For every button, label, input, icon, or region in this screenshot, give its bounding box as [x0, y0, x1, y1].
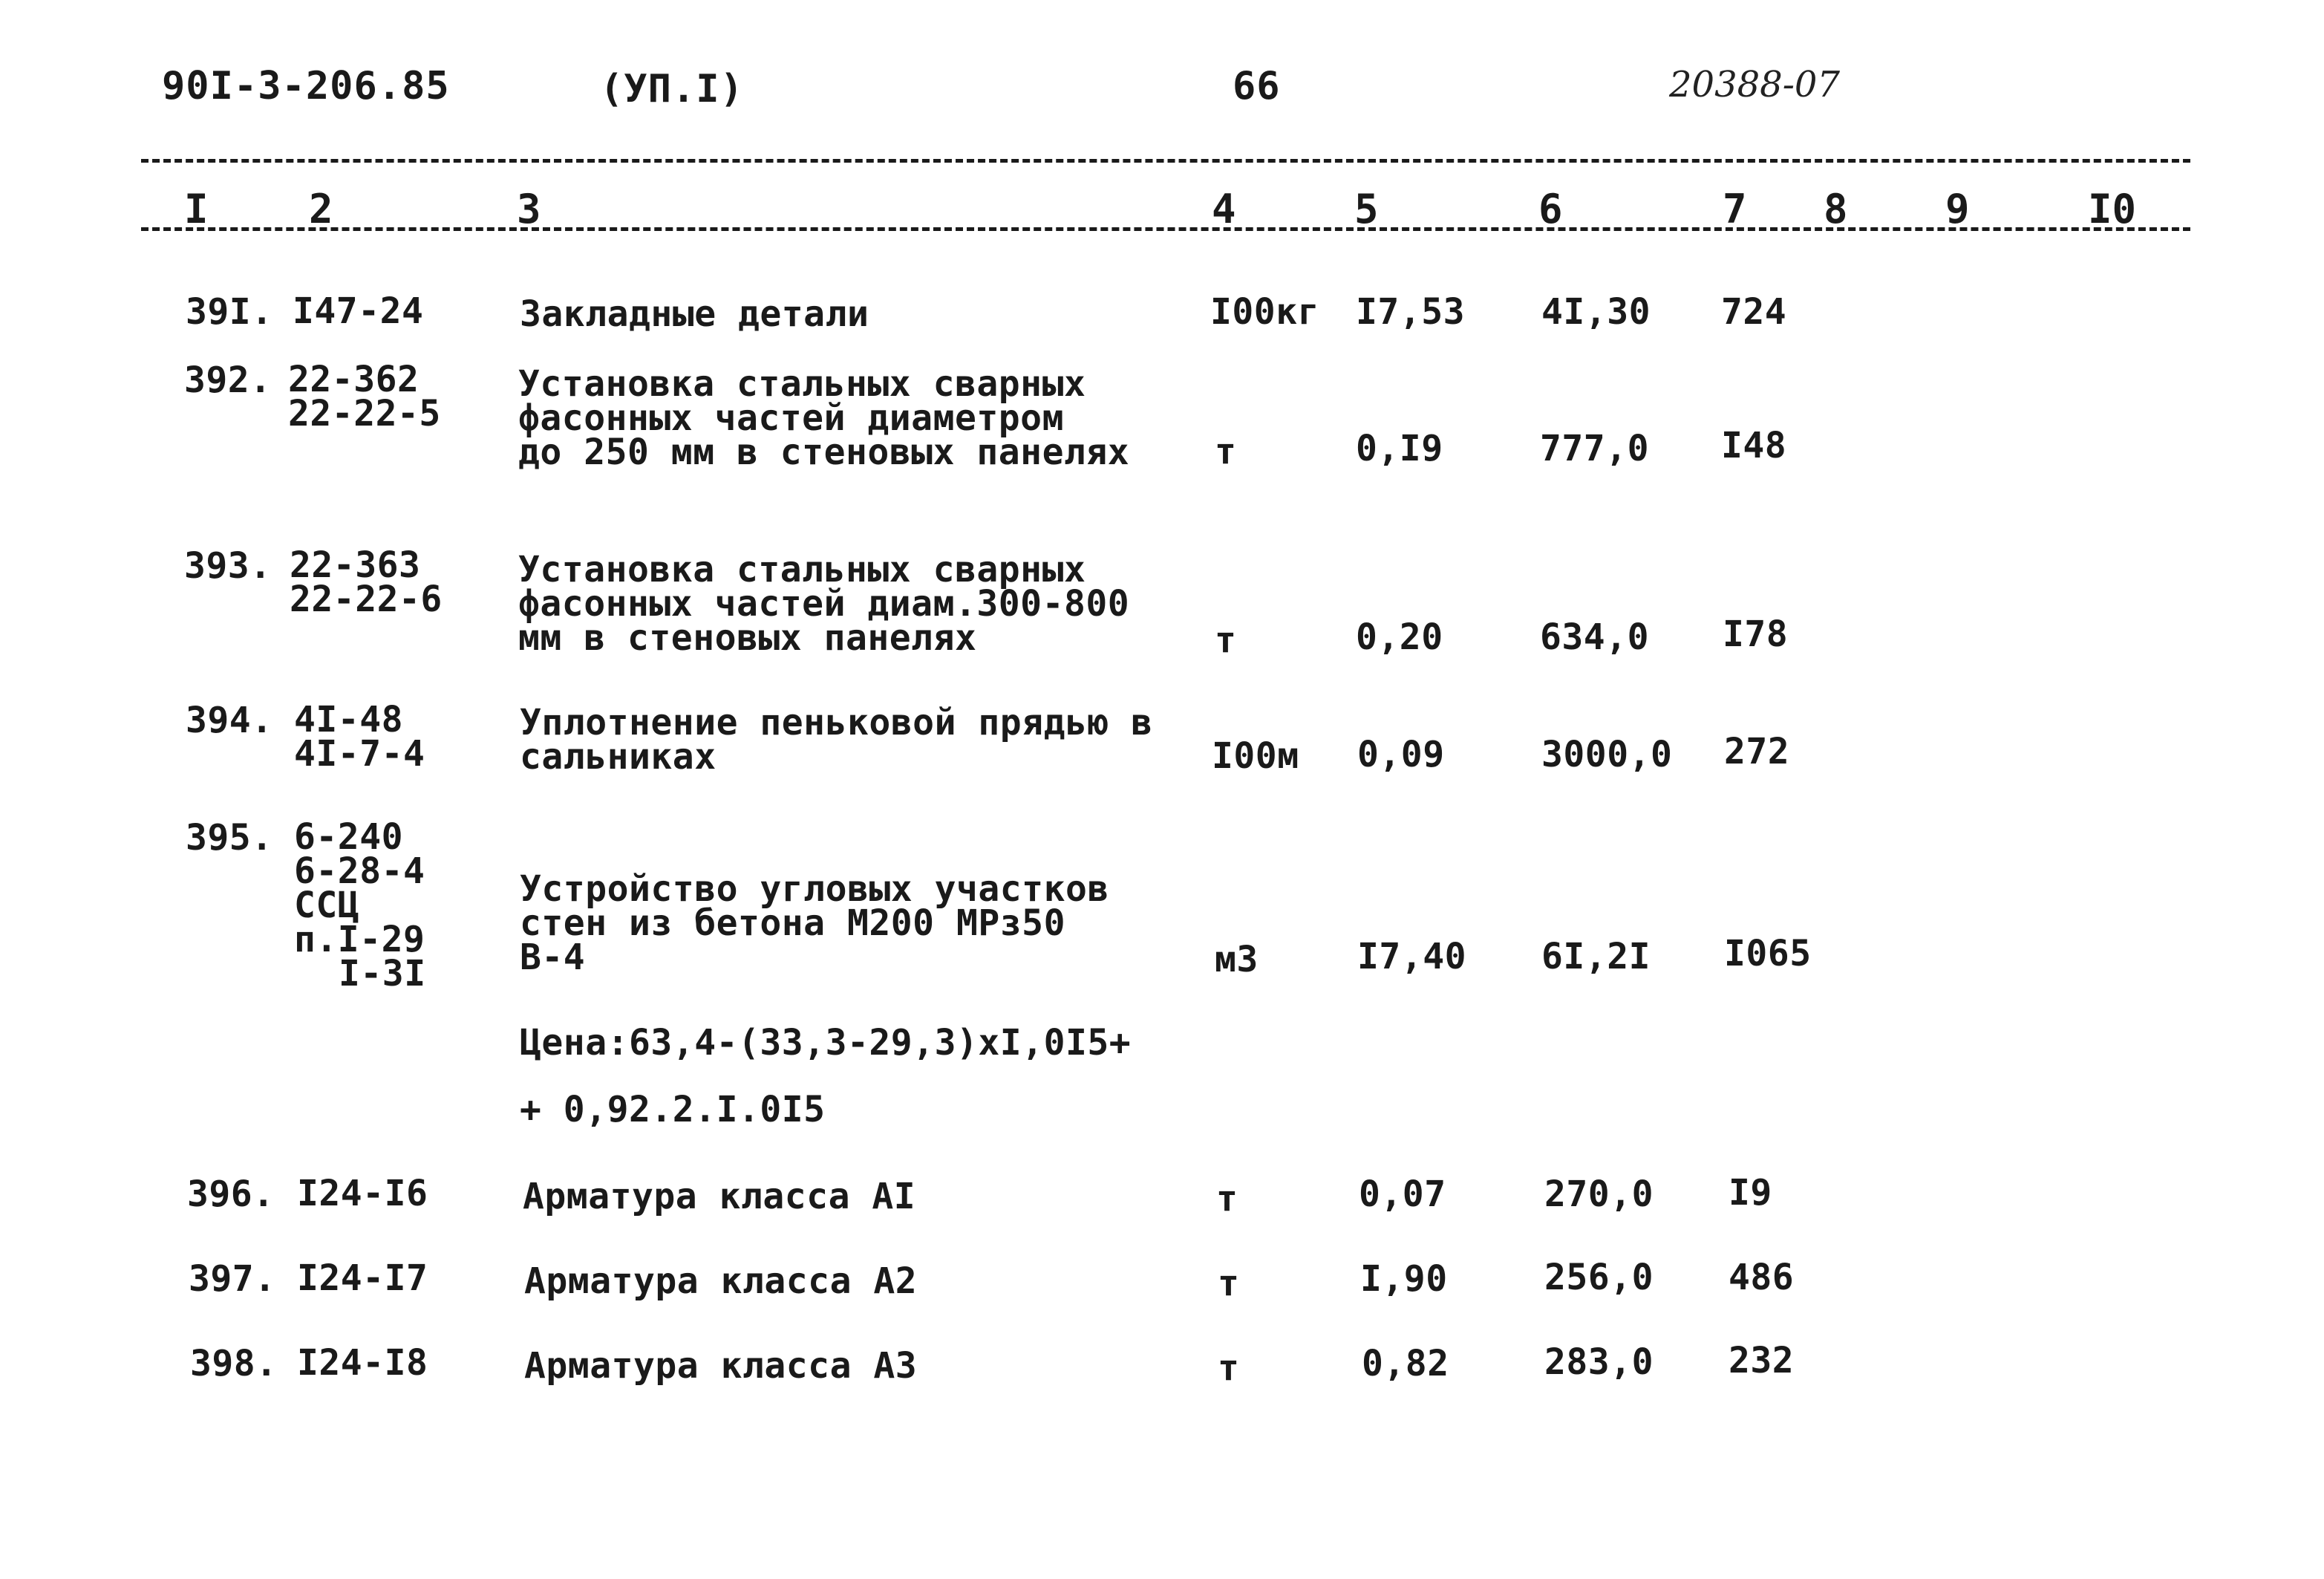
- document-number: 20388-07: [1669, 64, 1840, 105]
- header-rule-top: [141, 159, 2190, 163]
- row-code: 4I-48 4I-7-4: [294, 699, 425, 775]
- column-number-9: 9: [1945, 186, 1970, 232]
- row-description: Уплотнение пеньковой прядью в сальниках: [520, 702, 1153, 778]
- row-number: 397.: [189, 1258, 276, 1300]
- row-total: I065: [1724, 933, 1812, 974]
- row-quantity: I7,53: [1356, 291, 1465, 333]
- row-total: 486: [1729, 1257, 1795, 1298]
- row-code: 22-363 22-22-6: [290, 544, 443, 620]
- row-quantity: 0,09: [1357, 734, 1445, 775]
- row-unit: т: [1218, 1347, 1240, 1389]
- row-number: 392.: [184, 359, 272, 401]
- row-number: 398.: [190, 1343, 278, 1384]
- row-number: 39I.: [186, 291, 273, 333]
- row-description: Установка стальных сварных фасонных частей диаметром до 250 мм в стеновых панелях: [518, 363, 1130, 473]
- column-number-5: 5: [1354, 186, 1379, 232]
- row-unit-price: 283,0: [1544, 1341, 1654, 1383]
- row-description: Арматура класса А2: [524, 1260, 918, 1302]
- row-total: 724: [1721, 291, 1787, 333]
- row-unit-price: 256,0: [1544, 1257, 1654, 1298]
- column-number-8: 8: [1824, 186, 1848, 232]
- row-code: I24-I6: [297, 1173, 428, 1214]
- row-unit: т: [1218, 1263, 1240, 1304]
- document-code: 90I-3-206.85: [162, 64, 450, 108]
- price-formula-line-2: + 0,92.2.I.0I5: [520, 1089, 826, 1130]
- column-number-1: I: [184, 186, 209, 232]
- row-number: 393.: [184, 545, 272, 587]
- row-unit-price: 777,0: [1540, 428, 1649, 469]
- row-code: 6-240 6-28-4 ССЦ п.I-29 I-3I: [294, 816, 426, 994]
- row-total: I9: [1729, 1172, 1772, 1214]
- row-quantity: I,90: [1360, 1258, 1448, 1300]
- row-unit: т: [1215, 431, 1237, 472]
- row-number: 396.: [187, 1173, 275, 1215]
- row-unit: т: [1216, 1178, 1238, 1220]
- row-total: 272: [1724, 731, 1790, 772]
- row-unit: I00м: [1212, 735, 1299, 777]
- row-quantity: 0,I9: [1356, 428, 1443, 469]
- price-formula-line-1: Цена:63,4-(33,3-29,3)хI,0I5+: [520, 1022, 1132, 1064]
- row-unit-price: 6I,2I: [1541, 936, 1651, 977]
- column-number-4: 4: [1212, 186, 1236, 232]
- row-quantity: 0,07: [1359, 1173, 1446, 1215]
- row-unit: т: [1215, 619, 1237, 661]
- row-description: Установка стальных сварных фасонных частей диам.300-800 мм в стеновых панелях: [518, 549, 1130, 659]
- row-code: I24-I7: [297, 1257, 428, 1299]
- row-description: Закладные детали: [520, 293, 869, 335]
- row-code: I24-I8: [297, 1342, 428, 1384]
- row-quantity: 0,20: [1356, 616, 1443, 658]
- column-number-6: 6: [1538, 186, 1563, 232]
- row-description: Устройство угловых участков стен из бетона М200 МРз50 В-4: [520, 868, 1109, 978]
- column-number-10: I0: [2088, 186, 2137, 232]
- row-total: I78: [1723, 613, 1789, 655]
- row-quantity: 0,82: [1362, 1343, 1449, 1384]
- row-unit-price: 4I,30: [1541, 291, 1651, 333]
- page-number: 66: [1233, 64, 1281, 108]
- column-number-2: 2: [309, 186, 333, 232]
- row-unit-price: 3000,0: [1541, 734, 1673, 775]
- row-description: Арматура класса А3: [524, 1345, 918, 1387]
- row-number: 395.: [186, 817, 273, 859]
- row-code: 22-362 22-22-5: [288, 359, 441, 434]
- row-number: 394.: [186, 700, 273, 741]
- row-unit: I00кг: [1210, 291, 1319, 333]
- row-code: I47-24: [293, 290, 424, 332]
- header-rule-bottom: [141, 227, 2190, 231]
- row-unit: м3: [1215, 939, 1259, 980]
- row-quantity: I7,40: [1357, 936, 1466, 977]
- row-unit-price: 270,0: [1544, 1173, 1654, 1215]
- row-total: 232: [1729, 1340, 1795, 1381]
- volume-label: (УП.I): [600, 67, 744, 111]
- row-unit-price: 634,0: [1540, 616, 1649, 658]
- column-number-3: 3: [517, 186, 541, 232]
- row-description: Арматура класса АI: [523, 1176, 916, 1217]
- row-total: I48: [1721, 425, 1787, 466]
- column-number-7: 7: [1723, 186, 1747, 232]
